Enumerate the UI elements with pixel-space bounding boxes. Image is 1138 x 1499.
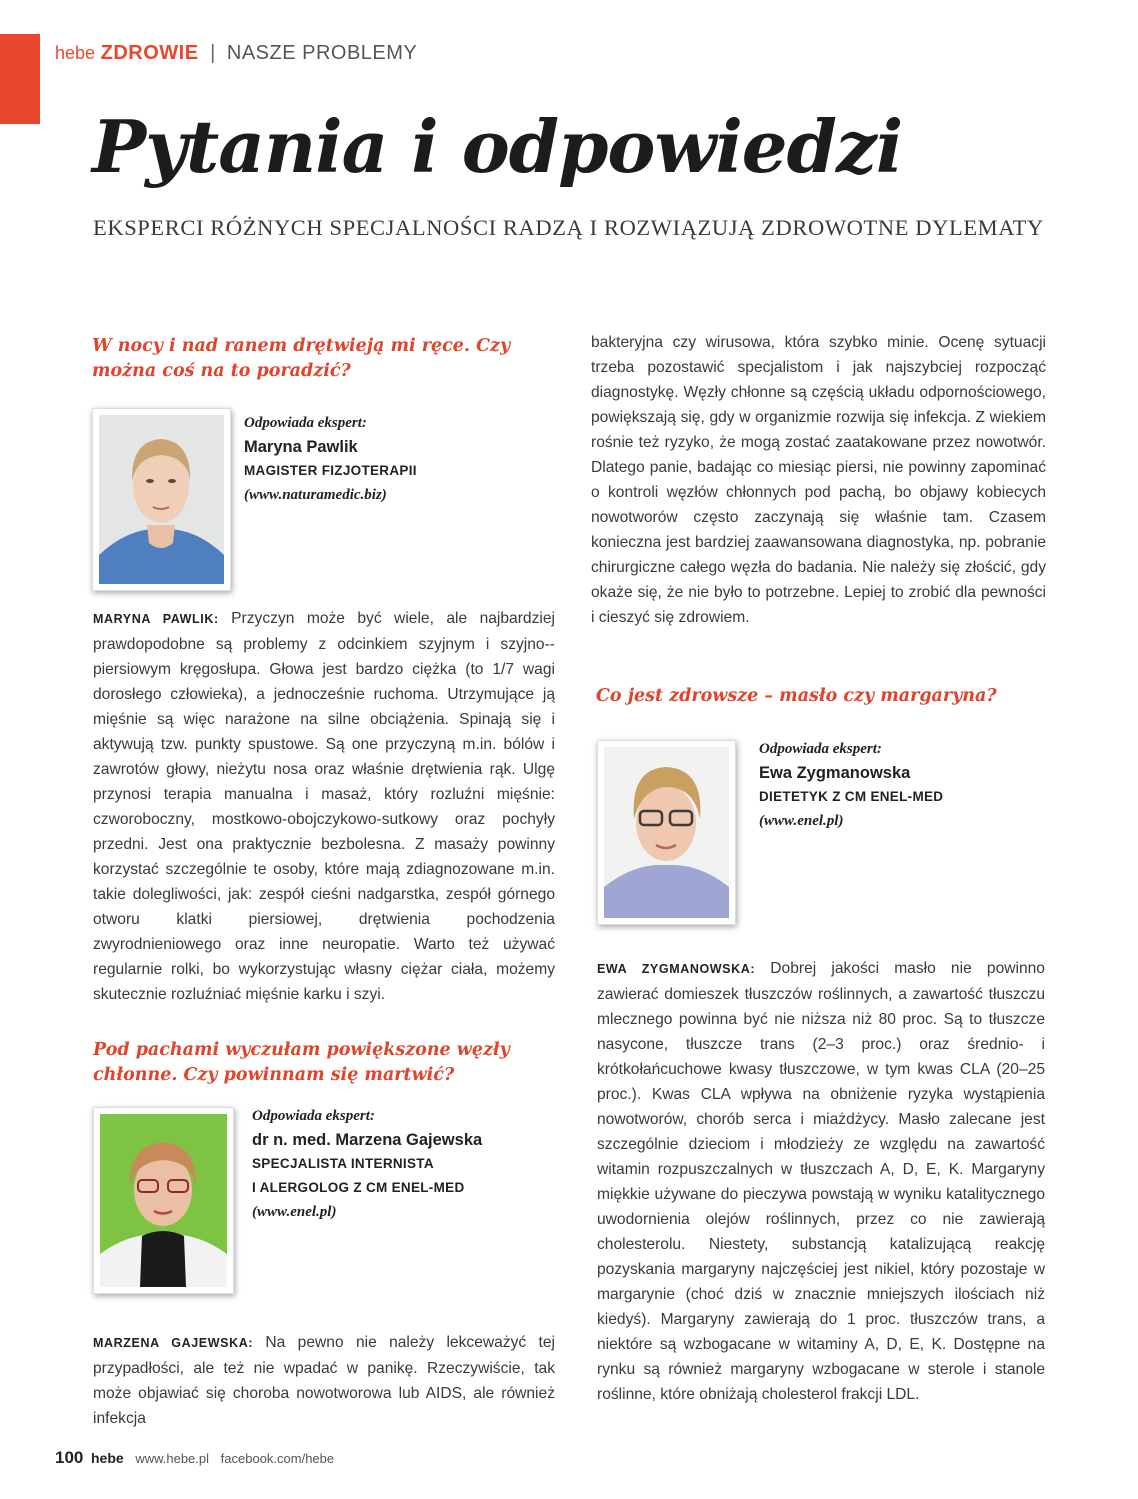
answer-gajewska-continued: bakteryjna czy wirusowa, która szybko minie. Ocenę sytuacji trzeba pozostawić specjalistom i jak najszybciej rozpocząć diagnostykę. Węzły chłonne są częścią układu odpornościowego, powiększają się, gdy w organizmie rozwija się infekcja. Z wiekiem rośnie też ryzyko, że mogą zostać zaatakowane przez nowotwór. Dlatego panie, badając co miesiąc piersi, nie powinny zapominać o kontroli węzłów chłonnych pod pachą, bo objawy kobiecych nowotworów często zaczynają się właśnie tam. Czasem konieczna jest bardziej zaawansowana diagnostyka, np. pobranie chirurgiczne całego węzła do badania. Nie należy się złościć, gdy okaże się, że nie było to potrzebne. Lepiej to zrobić dla pewności i cieszyć się zdrowiem.	[591, 334, 1046, 626]
footer-brand: hebe	[91, 1450, 124, 1466]
header-brand: hebe	[55, 43, 96, 63]
portrait-zygmanowska-icon	[604, 747, 729, 918]
answer-gajewska	[93, 1330, 555, 1431]
header-section: ZDROWIE	[100, 42, 199, 64]
question-butter-margarine: Co jest zdrowsze – masło czy margaryna?	[596, 686, 997, 706]
page-footer	[55, 1448, 334, 1468]
expert-label: Odpowiada ekspert:	[252, 1108, 375, 1124]
expert-url: (www.enel.pl)	[252, 1204, 337, 1220]
expert-info-pawlik	[244, 411, 417, 507]
expert-role: DIETETYK Z CM ENEL-MED	[759, 789, 944, 804]
expert-photo-pawlik	[92, 408, 231, 591]
expert-label: Odpowiada ekspert:	[244, 415, 367, 431]
answer-pawlik	[93, 606, 555, 1007]
answer-zygmanowska	[597, 956, 1045, 1407]
expert-role-line-1: SPECJALISTA INTERNISTA	[252, 1156, 434, 1171]
portrait-pawlik-icon	[99, 415, 224, 584]
question-numbness: W nocy i nad ranem drętwieją mi ręce. Czy można coś na to poradzić?	[92, 336, 511, 381]
header-separator: |	[210, 42, 216, 64]
expert-name: dr n. med. Marzena Gajewska	[252, 1131, 483, 1149]
expert-photo-zygmanowska	[597, 740, 736, 925]
portrait-gajewska-icon	[100, 1114, 227, 1287]
expert-info-gajewska	[252, 1104, 482, 1224]
answer-text: Przyczyn może być wiele, ale najbardziej prawdopodobne są problemy z odcinkiem szyjnym i szyjno--piersiowym kręgosłupa. Głowa jest bardzo ciężka (to 1/7 wagi dorosłego człowieka), a jednocześnie ruchoma. Utrzymujące ją mięśnie są więc narażone na silne obciążenia. Spinają się i aktywują tzw. punkty spustowe. Są one przyczyną m.in. bólów i zawrotów głowy, nieżytu nosa oraz właśnie drętwienia rąk. Ulgę przynosi terapia manualna i masaż, który rozluźni mięśnie: czworoboczny, mostkowo-obojczykowo-sutkowy oraz pochyły przedni. Jest ona praktycznie bezbolesna. Z masaży powinny korzystać szczególnie te osoby, które mają zdiagnozowane m.in. takie dolegliwości, jak: zespół cieśni nadgarstka, zespół górnego otworu klatki piersiowej, drętwienia pochodzenia zwyrodnieniowego oraz inne neuropatie. Warto też używać regularnie rolki, bo wykorzystując własny ciężar ciała, możemy skutecznie rozluźniać mięśnie karku i szyi.	[93, 610, 555, 1003]
expert-label: Odpowiada ekspert:	[759, 741, 882, 757]
page-subtitle: EKSPERCI RÓŻNYCH SPECJALNOŚCI RADZĄ I ROZWIĄZUJĄ ZDROWOTNE DYLEMATY	[93, 215, 1044, 240]
section-header	[55, 42, 417, 65]
expert-name: Ewa Zygmanowska	[759, 764, 911, 782]
footer-facebook-link[interactable]: facebook.com/hebe	[220, 1451, 335, 1466]
accent-bar	[0, 34, 40, 124]
answer-text: Na pewno nie należy lekceważyć tej przypadłości, ale też nie wpadać w panikę. Rzeczywiście, tak może objawiać się choroba nowotworowa lub AIDS, ale również infekcja	[93, 1334, 555, 1427]
answer-text: Dobrej jakości masło nie powinno zawierać domieszek tłuszczów roślinnych, a zawartość tłuszczu mlecznego powinna być nie niższa niż 80 proc. Są to tłuszcze nasycone, tłuszcze trans (2–3 proc.) oraz średnio- i krótkołańcuchowe kwasy tłuszczowe, w tym kwas CLA (20–25 proc.). Kwas CLA wpływa na obniżenie ryzyka wystąpienia nowotworów, chorób serca i miażdżycy. Masło zalecane jest szczególnie dzieciom i młodzieży ze względu na zawartość witamin rozpuszczalnych w tłuszczach A, D, E, K. Margaryny miękkie używane do pieczywa powstają w wyniku katalitycznego uwodornienia olejów roślinnych, przez co nie zawierają cholesterolu. Niestety, substancją katalizującą reakcję pozyskania margaryny najczęściej jest nikiel, który pozostaje w margarynie (choć dziś w znacznie mniejszych ilościach niż kiedyś). Margaryny zawierają do 1 proc. tłuszczów trans, a niektóre są wzbogacane w witaminy A, D, E, K. Dostępne na rynku są również margaryny wzbogacane w sterole i stanole roślinne, które obniżają cholesterol frakcji LDL.	[597, 960, 1045, 1403]
speaker-label: MARZENA GAJEWSKA:	[93, 1336, 254, 1350]
expert-info-zygmanowska	[759, 737, 943, 833]
footer-website-link[interactable]: www.hebe.pl	[135, 1451, 210, 1466]
question-lymph-nodes: Pod pachami wyczułam powiększone węzły chłonne. Czy powinnam się martwić?	[93, 1040, 510, 1085]
expert-photo-gajewska	[93, 1107, 234, 1294]
expert-role-line-2: I ALERGOLOG Z CM ENEL-MED	[252, 1180, 465, 1195]
speaker-label: MARYNA PAWLIK:	[93, 612, 219, 626]
expert-url: (www.enel.pl)	[759, 813, 844, 829]
expert-url: (www.naturamedic.biz)	[244, 487, 387, 503]
expert-name: Maryna Pawlik	[244, 438, 358, 456]
page-number: 100	[55, 1448, 84, 1467]
expert-role: MAGISTER FIZJOTERAPII	[244, 463, 417, 478]
page-title: Pytania i odpowiedzi	[92, 104, 903, 189]
header-subsection: NASZE PROBLEMY	[226, 42, 418, 64]
speaker-label: EWA ZYGMANOWSKA:	[597, 962, 756, 976]
